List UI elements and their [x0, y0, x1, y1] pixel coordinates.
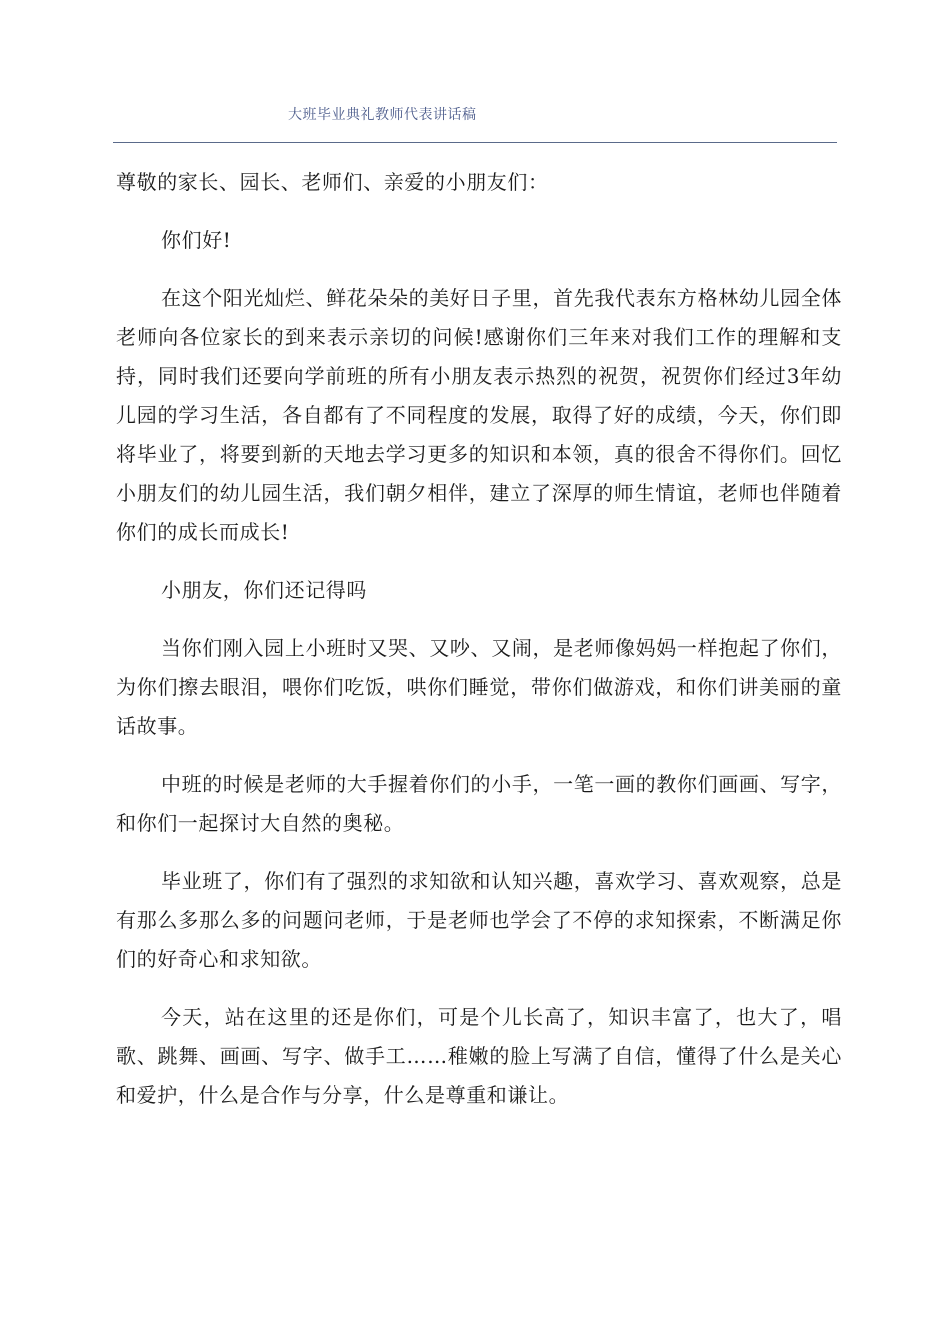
paragraph-greeting: 你们好! [161, 228, 232, 252]
salutation: 尊敬的家长、园长、老师们、亲爱的小朋友们： [116, 170, 549, 194]
paragraph-today: 今天，站在这里的还是你们，可是个儿长高了，知识丰富了，也大了，唱歌、跳舞、画画、写字、做手工……稚嫩的脸上写满了自信，懂得了什么是关心和爱护，什么是合作与分享，什么是尊重和谦让。 [116, 1005, 842, 1107]
paragraph-middle-class: 中班的时候是老师的大手握着你们的小手，一笔一画的教你们画画、写字，和你们一起探讨大自然的奥秘。 [116, 772, 842, 835]
header-rule [113, 142, 837, 143]
running-header: 大班毕业典礼教师代表讲话稿 [288, 107, 477, 123]
document-body [116, 163, 842, 1134]
paragraph-small-class: 当你们刚入园上小班时又哭、又吵、又闹，是老师像妈妈一样抱起了你们，为你们擦去眼泪，喂你们吃饭，哄你们睡觉，带你们做游戏，和你们讲美丽的童话故事。 [116, 636, 842, 738]
paragraph-remember: 小朋友，你们还记得吗 [161, 578, 367, 602]
paragraph-opening: 在这个阳光灿烂、鲜花朵朵的美好日子里，首先我代表东方格林幼儿园全体老师向各位家长的到来表示亲切的问候!感谢你们三年来对我们工作的理解和支持，同时我们还要向学前班的所有小朋友表示热烈的祝贺，祝贺你们经过3年幼儿园的学习生活，各自都有了不同程度的发展，取得了好的成绩，今天，你们即将毕业了，将要到新的天地去学习更多的知识和本领，真的很舍不得你们。回忆小朋友们的幼儿园生活，我们朝夕相伴，建立了深厚的师生情谊，老师也伴随着你们的成长而成长! [116, 286, 842, 544]
paragraph-graduating-class: 毕业班了，你们有了强烈的求知欲和认知兴趣，喜欢学习、喜欢观察，总是有那么多那么多的问题问老师，于是老师也学会了不停的求知探索，不断满足你们的好奇心和求知欲。 [116, 869, 842, 971]
